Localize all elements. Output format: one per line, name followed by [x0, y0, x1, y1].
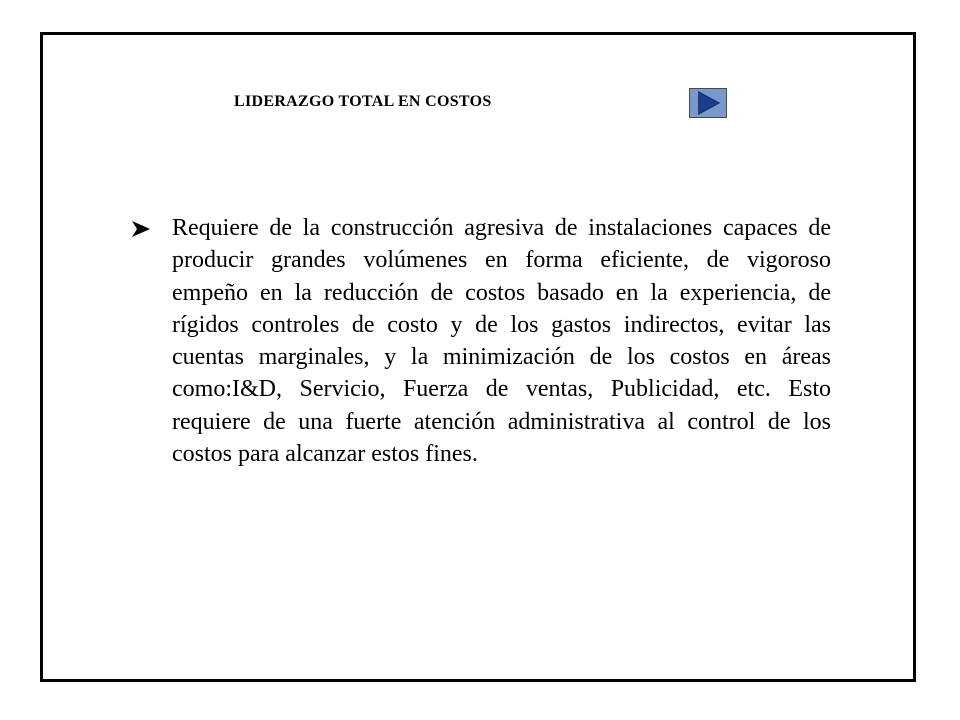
arrow-bullet-icon — [131, 220, 151, 238]
bullet-item — [131, 212, 831, 470]
play-right-icon — [690, 89, 726, 117]
slide-title: LIDERAZGO TOTAL EN COSTOS — [234, 93, 492, 110]
next-slide-button[interactable] — [689, 88, 727, 118]
bullet-text: Requiere de la construcción agresiva de instalaciones capaces de producir grandes volúmenes en forma eficiente, de vigoroso empeño en la reducción de costos basado en la experiencia, de rígidos controles de costo y de los gastos indirectos, evitar las cuentas marginales, y la minimización de los costos en áreas como:I&D, Servicio, Fuerza de ventas, Publicidad, etc. Esto requiere de una fuerte atención administrativa al control de los costos para alcanzar estos fines. — [172, 215, 831, 468]
